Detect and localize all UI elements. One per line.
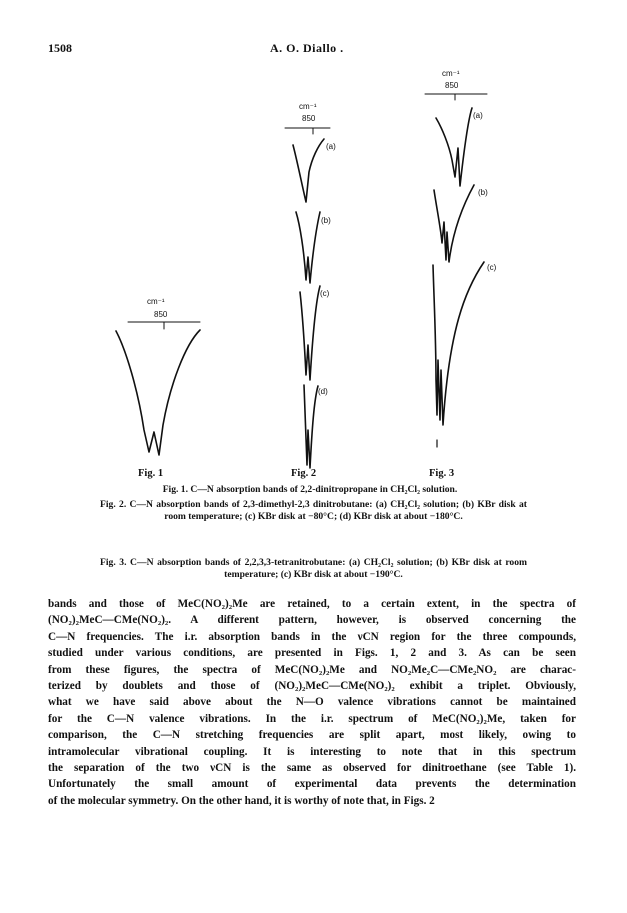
fig2-trace-d bbox=[304, 385, 318, 468]
page-number: 1508 bbox=[48, 41, 72, 55]
body-line: intramolecular vibrational coupling. It is interesting to note that in this spectrum bbox=[48, 745, 576, 758]
fig2-unit-label: cm⁻¹ bbox=[299, 102, 317, 111]
fig3-trace-b-label: (b) bbox=[478, 188, 488, 197]
fig2-label: Fig. 2 bbox=[291, 468, 317, 479]
fig3-unit-label: cm⁻¹ bbox=[442, 69, 460, 78]
fig3-trace-c bbox=[433, 262, 484, 425]
body-line: terized by doublets and those of (NO₂)₂MeC—CMe(NO₂)₂ exhibit a triplet. Obviously, bbox=[48, 680, 576, 693]
fig3-trace-b bbox=[434, 185, 474, 262]
body-line: C—N frequencies. The i.r. absorption bands in the νCN region for the three compounds, bbox=[48, 630, 576, 643]
body-line: what we have said above about the N—O valence vibrations cannot be maintained bbox=[48, 696, 576, 709]
fig2-tick-label: 850 bbox=[302, 114, 316, 123]
fig1-unit-label: cm⁻¹ bbox=[147, 297, 165, 306]
body-line: studied under various conditions, are presented in Figs. 1, 2 and 3. As can be seen bbox=[48, 647, 576, 660]
body-line: for the C—N valence vibrations. In the i.r. spectrum of MeC(NO₂)₂Me, taken for bbox=[48, 712, 576, 725]
fig2-trace-b bbox=[296, 212, 320, 283]
fig2-trace-d-label: (d) bbox=[318, 387, 328, 396]
fig2-trace-a bbox=[293, 139, 324, 202]
fig1-label: Fig. 1 bbox=[138, 468, 164, 479]
fig3-trace-a-label: (a) bbox=[473, 111, 483, 120]
fig1-caption: Fig. 1. C—N absorption bands of 2,2-dinitropropane in CH₂Cl₂ solution. bbox=[162, 484, 458, 495]
fig2-trace-a-label: (a) bbox=[326, 142, 336, 151]
fig1-trace bbox=[116, 330, 200, 455]
fig3-label: Fig. 3 bbox=[429, 468, 455, 479]
body-line: bands and those of MeC(NO₂)₂Me are retained, to a certain extent, in the spectra of bbox=[48, 598, 576, 610]
fig3-trace-a bbox=[436, 108, 472, 186]
body-line: comparison, the C—N stretching frequencies are split apart, most likely, owing to bbox=[48, 729, 576, 742]
body-line: (NO₂)₂MeC—CMe(NO₂)₂. A different pattern, however, is observed concerning the bbox=[48, 614, 576, 627]
fig3-caption: Fig. 3. C—N absorption bands of 2,2,3,3-tetranitrobutane: (a) CH₂Cl₂ solution; (b) KBr disk at room temperature; (c) KBr disk at about −190°C. bbox=[100, 557, 527, 580]
fig2-trace-b-label: (b) bbox=[321, 216, 331, 225]
body-paragraph bbox=[48, 596, 576, 809]
running-head: A. O. Diallo . bbox=[270, 41, 344, 55]
fig3-trace-c-label: (c) bbox=[487, 263, 497, 272]
fig3-tick-label: 850 bbox=[445, 81, 459, 90]
body-line: the separation of the two νCN is the same as observed for dinitroethane (see Table 1). bbox=[48, 762, 576, 775]
body-line: Unfortunately the small amount of experimental data prevents the determination bbox=[48, 778, 576, 791]
fig2-caption: Fig. 2. C—N absorption bands of 2,3-dimethyl-2,3 dinitrobutane: (a) CH₂Cl₂ solution; (b) KBr disk at room temperature; (c) KBr disk at −80°C; (d) KBr disk at about −180°C. bbox=[100, 499, 527, 522]
body-line: from these figures, the spectra of MeC(NO₂)₂Me and NO₂Me₂C—CMe₂NO₂ are charac- bbox=[48, 663, 576, 676]
fig2-trace-c bbox=[300, 286, 320, 380]
fig2-trace-c-label: (c) bbox=[320, 289, 330, 298]
fig1-tick-label: 850 bbox=[154, 310, 168, 319]
body-line: of the molecular symmetry. On the other hand, it is worthy of note that, in Figs. 2 bbox=[48, 794, 435, 807]
